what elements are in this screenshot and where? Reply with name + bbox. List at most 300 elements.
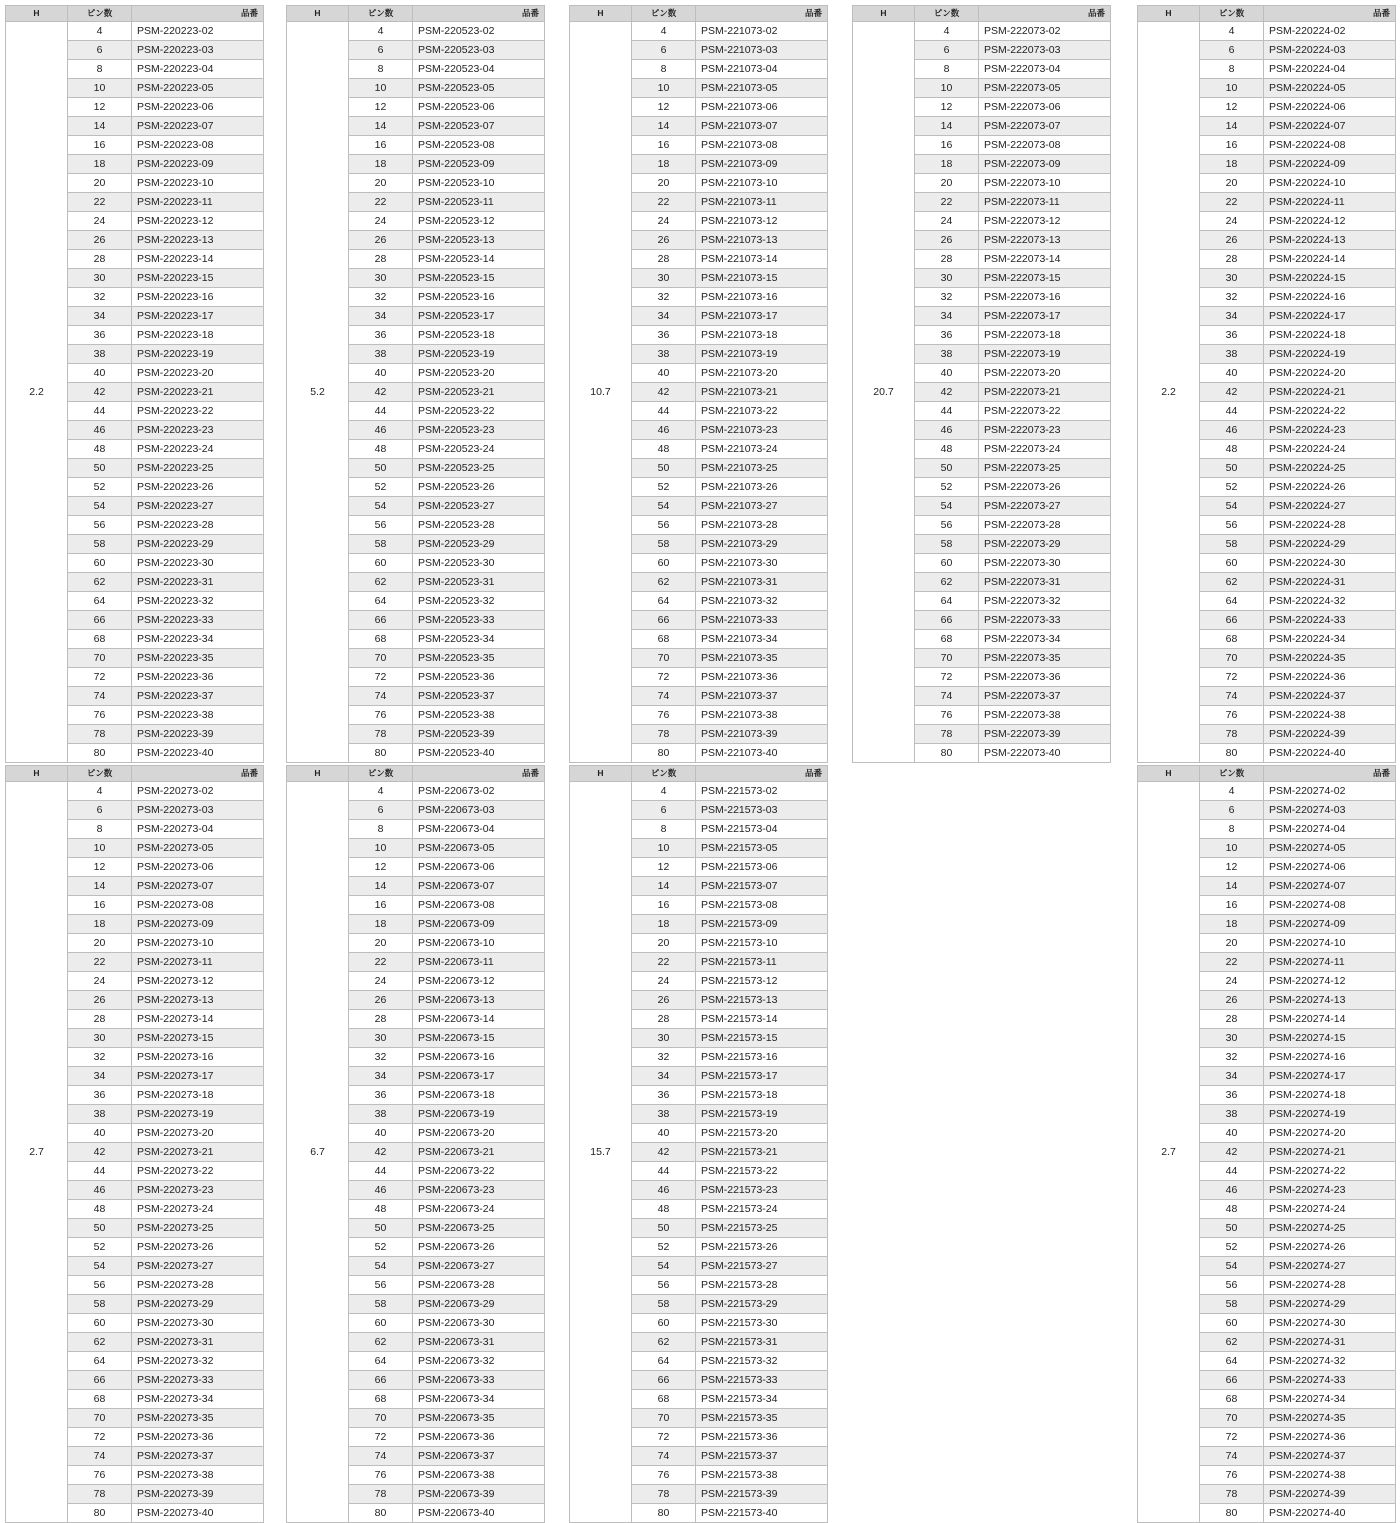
part-number: PSM-221073-33 [696, 611, 828, 630]
pin-count: 78 [1200, 725, 1264, 744]
part-number: PSM-221573-29 [696, 1295, 828, 1314]
part-number: PSM-220523-08 [413, 136, 545, 155]
pin-count: 64 [1200, 592, 1264, 611]
part-number: PSM-220223-06 [132, 98, 264, 117]
pin-count: 32 [1200, 1048, 1264, 1067]
pin-count: 52 [68, 1238, 132, 1257]
part-number: PSM-220673-16 [413, 1048, 545, 1067]
part-number: PSM-220224-23 [1264, 421, 1396, 440]
pin-count: 62 [632, 573, 696, 592]
part-number: PSM-220274-38 [1264, 1466, 1396, 1485]
pin-count: 76 [68, 1466, 132, 1485]
part-number: PSM-220523-13 [413, 231, 545, 250]
pin-count: 72 [68, 668, 132, 687]
table-header-row [1138, 6, 1396, 22]
pin-count: 4 [68, 22, 132, 41]
part-number: PSM-222073-32 [979, 592, 1111, 611]
part-number: PSM-220673-12 [413, 972, 545, 991]
pin-count: 54 [349, 1257, 413, 1276]
pin-count: 16 [632, 896, 696, 915]
pin-count: 10 [632, 79, 696, 98]
pin-count: 52 [349, 1238, 413, 1257]
part-number: PSM-220523-06 [413, 98, 545, 117]
part-number: PSM-220223-19 [132, 345, 264, 364]
part-number: PSM-222073-24 [979, 440, 1111, 459]
pin-count: 24 [632, 972, 696, 991]
spec-table [1137, 5, 1396, 763]
pin-count: 32 [68, 288, 132, 307]
part-number: PSM-220274-09 [1264, 915, 1396, 934]
part-number: PSM-222073-09 [979, 155, 1111, 174]
part-number: PSM-220223-04 [132, 60, 264, 79]
part-number: PSM-220523-30 [413, 554, 545, 573]
part-number: PSM-220273-05 [132, 839, 264, 858]
pin-count: 36 [632, 1086, 696, 1105]
part-number: PSM-220224-20 [1264, 364, 1396, 383]
part-number: PSM-220223-08 [132, 136, 264, 155]
pin-count: 6 [349, 41, 413, 60]
part-number: PSM-220224-37 [1264, 687, 1396, 706]
pin-count: 68 [68, 630, 132, 649]
part-number: PSM-220523-07 [413, 117, 545, 136]
h-value: 15.7 [570, 782, 632, 1523]
part-number: PSM-221073-22 [696, 402, 828, 421]
pin-count: 22 [68, 193, 132, 212]
part-number: PSM-220274-02 [1264, 782, 1396, 801]
pin-count: 30 [349, 269, 413, 288]
part-number: PSM-220223-29 [132, 535, 264, 554]
pin-count: 54 [349, 497, 413, 516]
pin-count: 20 [349, 934, 413, 953]
pin-count: 58 [915, 535, 979, 554]
pin-count: 78 [349, 1485, 413, 1504]
part-number: PSM-221073-15 [696, 269, 828, 288]
h-value: 2.7 [6, 782, 68, 1523]
pin-count: 64 [68, 1352, 132, 1371]
part-number: PSM-220273-06 [132, 858, 264, 877]
part-number: PSM-220223-34 [132, 630, 264, 649]
pin-count: 58 [1200, 535, 1264, 554]
spec-table [5, 5, 264, 763]
part-number: PSM-221073-28 [696, 516, 828, 535]
pin-count: 66 [915, 611, 979, 630]
part-number: PSM-221573-16 [696, 1048, 828, 1067]
pin-count: 68 [349, 630, 413, 649]
part-number: PSM-220223-39 [132, 725, 264, 744]
part-number: PSM-220224-28 [1264, 516, 1396, 535]
part-number: PSM-220223-23 [132, 421, 264, 440]
pin-count: 28 [68, 1010, 132, 1029]
part-number: PSM-222073-36 [979, 668, 1111, 687]
pin-count: 34 [915, 307, 979, 326]
part-number: PSM-220523-23 [413, 421, 545, 440]
pin-count: 56 [349, 1276, 413, 1295]
pin-count: 38 [915, 345, 979, 364]
pin-count: 24 [1200, 212, 1264, 231]
pin-count: 28 [349, 250, 413, 269]
part-number: PSM-221573-10 [696, 934, 828, 953]
part-number: PSM-220523-15 [413, 269, 545, 288]
pin-count: 44 [632, 1162, 696, 1181]
part-number: PSM-220273-23 [132, 1181, 264, 1200]
pin-count: 6 [632, 41, 696, 60]
part-number: PSM-222073-13 [979, 231, 1111, 250]
pin-count: 50 [1200, 1219, 1264, 1238]
part-number: PSM-220274-30 [1264, 1314, 1396, 1333]
part-number: PSM-221573-33 [696, 1371, 828, 1390]
pin-count: 20 [1200, 934, 1264, 953]
pin-count: 66 [1200, 611, 1264, 630]
pin-count: 52 [68, 478, 132, 497]
pin-count: 22 [1200, 193, 1264, 212]
pin-count: 16 [632, 136, 696, 155]
part-number: PSM-220273-03 [132, 801, 264, 820]
pin-count: 6 [632, 801, 696, 820]
table-header-row [1138, 766, 1396, 782]
pin-count: 78 [1200, 1485, 1264, 1504]
pin-count: 72 [1200, 668, 1264, 687]
pin-count: 52 [915, 478, 979, 497]
pin-count: 18 [1200, 915, 1264, 934]
table-header-row [287, 6, 545, 22]
part-number: PSM-220224-13 [1264, 231, 1396, 250]
pin-count: 56 [915, 516, 979, 535]
pin-count: 66 [349, 1371, 413, 1390]
part-number: PSM-220273-16 [132, 1048, 264, 1067]
header-h: H [6, 6, 68, 22]
part-number: PSM-220223-18 [132, 326, 264, 345]
pin-count: 18 [915, 155, 979, 174]
part-number: PSM-221573-15 [696, 1029, 828, 1048]
part-number: PSM-220274-36 [1264, 1428, 1396, 1447]
part-number: PSM-221573-14 [696, 1010, 828, 1029]
pin-count: 24 [915, 212, 979, 231]
part-number: PSM-220224-18 [1264, 326, 1396, 345]
pin-count: 10 [68, 839, 132, 858]
part-number: PSM-222073-26 [979, 478, 1111, 497]
part-number: PSM-220224-17 [1264, 307, 1396, 326]
part-number: PSM-220673-39 [413, 1485, 545, 1504]
part-number: PSM-220673-22 [413, 1162, 545, 1181]
pin-count: 30 [1200, 1029, 1264, 1048]
part-number: PSM-220523-34 [413, 630, 545, 649]
pin-count: 22 [915, 193, 979, 212]
part-number: PSM-220523-25 [413, 459, 545, 478]
part-number: PSM-220223-09 [132, 155, 264, 174]
pin-count: 58 [68, 1295, 132, 1314]
part-number: PSM-220274-23 [1264, 1181, 1396, 1200]
part-number: PSM-220223-15 [132, 269, 264, 288]
part-number: PSM-221573-35 [696, 1409, 828, 1428]
table-row [1138, 22, 1396, 41]
part-number: PSM-221073-23 [696, 421, 828, 440]
pin-count: 4 [349, 782, 413, 801]
pin-count: 32 [915, 288, 979, 307]
pin-count: 8 [68, 60, 132, 79]
pin-count: 76 [68, 706, 132, 725]
part-number: PSM-220273-30 [132, 1314, 264, 1333]
header-part: 品番 [413, 766, 545, 782]
part-number: PSM-221073-14 [696, 250, 828, 269]
pin-count: 40 [349, 364, 413, 383]
part-number: PSM-221073-03 [696, 41, 828, 60]
part-number: PSM-222073-08 [979, 136, 1111, 155]
pin-count: 32 [1200, 288, 1264, 307]
table-row [287, 782, 545, 801]
part-number: PSM-220223-11 [132, 193, 264, 212]
part-number: PSM-220673-30 [413, 1314, 545, 1333]
part-number: PSM-220274-31 [1264, 1333, 1396, 1352]
pin-count: 70 [632, 1409, 696, 1428]
part-number: PSM-220273-19 [132, 1105, 264, 1124]
part-number: PSM-220274-04 [1264, 820, 1396, 839]
part-number: PSM-220274-33 [1264, 1371, 1396, 1390]
part-number: PSM-220273-38 [132, 1466, 264, 1485]
pin-count: 8 [1200, 60, 1264, 79]
pin-count: 56 [632, 1276, 696, 1295]
part-number: PSM-220273-24 [132, 1200, 264, 1219]
pin-count: 68 [632, 1390, 696, 1409]
pin-count: 50 [915, 459, 979, 478]
part-number: PSM-221573-11 [696, 953, 828, 972]
pin-count: 80 [1200, 1504, 1264, 1523]
pin-count: 26 [915, 231, 979, 250]
pin-count: 34 [68, 307, 132, 326]
pin-count: 12 [632, 98, 696, 117]
pin-count: 48 [632, 1200, 696, 1219]
pin-count: 66 [68, 611, 132, 630]
part-number: PSM-221573-25 [696, 1219, 828, 1238]
part-number: PSM-220273-13 [132, 991, 264, 1010]
part-number: PSM-220274-26 [1264, 1238, 1396, 1257]
pin-count: 72 [68, 1428, 132, 1447]
pin-count: 34 [1200, 307, 1264, 326]
pin-count: 38 [1200, 345, 1264, 364]
part-number: PSM-222073-11 [979, 193, 1111, 212]
pin-count: 74 [68, 1447, 132, 1466]
part-number: PSM-220673-10 [413, 934, 545, 953]
part-number: PSM-220223-14 [132, 250, 264, 269]
part-number: PSM-221073-40 [696, 744, 828, 763]
part-number: PSM-222073-03 [979, 41, 1111, 60]
part-number: PSM-220274-32 [1264, 1352, 1396, 1371]
pin-count: 50 [1200, 459, 1264, 478]
part-number: PSM-222073-31 [979, 573, 1111, 592]
pin-count: 70 [915, 649, 979, 668]
pin-count: 34 [632, 1067, 696, 1086]
part-number: PSM-220673-34 [413, 1390, 545, 1409]
part-number: PSM-220273-08 [132, 896, 264, 915]
pin-count: 20 [632, 174, 696, 193]
pin-count: 56 [349, 516, 413, 535]
part-number: PSM-221073-18 [696, 326, 828, 345]
pin-count: 34 [1200, 1067, 1264, 1086]
pin-count: 10 [632, 839, 696, 858]
pin-count: 16 [1200, 136, 1264, 155]
part-number: PSM-220274-34 [1264, 1390, 1396, 1409]
pin-count: 80 [1200, 744, 1264, 763]
part-number: PSM-220273-35 [132, 1409, 264, 1428]
part-number: PSM-220673-38 [413, 1466, 545, 1485]
pin-count: 42 [915, 383, 979, 402]
part-number: PSM-220274-20 [1264, 1124, 1396, 1143]
part-number: PSM-220274-15 [1264, 1029, 1396, 1048]
h-value: 20.7 [853, 22, 915, 763]
pin-count: 80 [349, 744, 413, 763]
h-value: 2.7 [1138, 782, 1200, 1523]
part-number: PSM-222073-05 [979, 79, 1111, 98]
h-value: 2.2 [1138, 22, 1200, 763]
part-number: PSM-220523-27 [413, 497, 545, 516]
pin-count: 50 [349, 459, 413, 478]
part-number: PSM-221573-31 [696, 1333, 828, 1352]
pin-count: 14 [349, 877, 413, 896]
pin-count: 16 [1200, 896, 1264, 915]
part-number: PSM-220523-05 [413, 79, 545, 98]
part-number: PSM-220673-29 [413, 1295, 545, 1314]
part-number: PSM-221573-30 [696, 1314, 828, 1333]
part-number: PSM-220274-13 [1264, 991, 1396, 1010]
part-number: PSM-221573-37 [696, 1447, 828, 1466]
pin-count: 40 [1200, 1124, 1264, 1143]
pin-count: 46 [349, 1181, 413, 1200]
part-number: PSM-220224-40 [1264, 744, 1396, 763]
pin-count: 28 [68, 250, 132, 269]
pin-count: 14 [68, 877, 132, 896]
part-number: PSM-220673-33 [413, 1371, 545, 1390]
part-number: PSM-220523-29 [413, 535, 545, 554]
pin-count: 6 [349, 801, 413, 820]
pin-count: 48 [68, 440, 132, 459]
part-number: PSM-220274-29 [1264, 1295, 1396, 1314]
part-number: PSM-220274-21 [1264, 1143, 1396, 1162]
pin-count: 18 [632, 155, 696, 174]
part-number: PSM-220523-20 [413, 364, 545, 383]
part-number: PSM-220274-11 [1264, 953, 1396, 972]
pin-count: 50 [68, 459, 132, 478]
part-number: PSM-220673-18 [413, 1086, 545, 1105]
pin-count: 14 [1200, 117, 1264, 136]
part-number: PSM-220274-24 [1264, 1200, 1396, 1219]
table-row [287, 22, 545, 41]
table-row [853, 22, 1111, 41]
part-number: PSM-220224-03 [1264, 41, 1396, 60]
pin-count: 68 [1200, 630, 1264, 649]
pin-count: 66 [68, 1371, 132, 1390]
pin-count: 58 [349, 1295, 413, 1314]
pin-count: 54 [68, 497, 132, 516]
part-number: PSM-220224-30 [1264, 554, 1396, 573]
part-number: PSM-220523-19 [413, 345, 545, 364]
pin-count: 62 [68, 573, 132, 592]
part-number: PSM-221573-20 [696, 1124, 828, 1143]
part-number: PSM-220224-11 [1264, 193, 1396, 212]
pin-count: 70 [349, 649, 413, 668]
pin-count: 22 [349, 953, 413, 972]
pin-count: 24 [1200, 972, 1264, 991]
part-number: PSM-222073-06 [979, 98, 1111, 117]
header-pins: ピン数 [1200, 6, 1264, 22]
pin-count: 12 [915, 98, 979, 117]
pin-count: 24 [349, 212, 413, 231]
pin-count: 26 [68, 991, 132, 1010]
pin-count: 28 [1200, 1010, 1264, 1029]
part-number: PSM-221573-19 [696, 1105, 828, 1124]
part-number: PSM-220274-19 [1264, 1105, 1396, 1124]
part-number: PSM-220523-12 [413, 212, 545, 231]
pin-count: 66 [632, 1371, 696, 1390]
header-part: 品番 [1264, 6, 1396, 22]
part-number: PSM-222073-27 [979, 497, 1111, 516]
pin-count: 64 [1200, 1352, 1264, 1371]
pin-count: 38 [632, 345, 696, 364]
part-number: PSM-220223-10 [132, 174, 264, 193]
pin-count: 78 [915, 725, 979, 744]
part-number: PSM-220673-26 [413, 1238, 545, 1257]
part-number: PSM-220523-18 [413, 326, 545, 345]
pin-count: 42 [1200, 383, 1264, 402]
pin-count: 36 [68, 326, 132, 345]
pin-count: 68 [1200, 1390, 1264, 1409]
pin-count: 80 [68, 1504, 132, 1523]
header-h: H [853, 6, 915, 22]
part-number: PSM-220523-35 [413, 649, 545, 668]
part-number: PSM-220273-33 [132, 1371, 264, 1390]
part-number: PSM-220273-21 [132, 1143, 264, 1162]
pin-count: 66 [632, 611, 696, 630]
table-row [6, 22, 264, 41]
pin-count: 54 [915, 497, 979, 516]
pin-count: 34 [632, 307, 696, 326]
pin-count: 38 [632, 1105, 696, 1124]
pin-count: 62 [632, 1333, 696, 1352]
part-number: PSM-220224-32 [1264, 592, 1396, 611]
pin-count: 16 [349, 896, 413, 915]
pin-count: 30 [1200, 269, 1264, 288]
table-row [570, 22, 828, 41]
pin-count: 48 [1200, 1200, 1264, 1219]
pin-count: 62 [1200, 1333, 1264, 1352]
part-number: PSM-220523-33 [413, 611, 545, 630]
part-number: PSM-220274-12 [1264, 972, 1396, 991]
pin-count: 54 [1200, 1257, 1264, 1276]
header-h: H [287, 766, 349, 782]
pin-count: 10 [1200, 839, 1264, 858]
part-number: PSM-220273-11 [132, 953, 264, 972]
pin-count: 52 [1200, 1238, 1264, 1257]
pin-count: 24 [632, 212, 696, 231]
pin-count: 26 [1200, 991, 1264, 1010]
pin-count: 10 [349, 839, 413, 858]
pin-count: 14 [632, 877, 696, 896]
part-number: PSM-220224-31 [1264, 573, 1396, 592]
part-number: PSM-220673-20 [413, 1124, 545, 1143]
part-number: PSM-222073-35 [979, 649, 1111, 668]
header-pins: ピン数 [349, 6, 413, 22]
part-number: PSM-220223-22 [132, 402, 264, 421]
pin-count: 32 [68, 1048, 132, 1067]
pin-count: 78 [68, 725, 132, 744]
part-number: PSM-221073-05 [696, 79, 828, 98]
pin-count: 60 [632, 1314, 696, 1333]
pin-count: 6 [1200, 801, 1264, 820]
part-number: PSM-220223-32 [132, 592, 264, 611]
part-number: PSM-220523-39 [413, 725, 545, 744]
header-h: H [287, 6, 349, 22]
part-number: PSM-220274-14 [1264, 1010, 1396, 1029]
pin-count: 26 [68, 231, 132, 250]
part-number: PSM-222073-22 [979, 402, 1111, 421]
